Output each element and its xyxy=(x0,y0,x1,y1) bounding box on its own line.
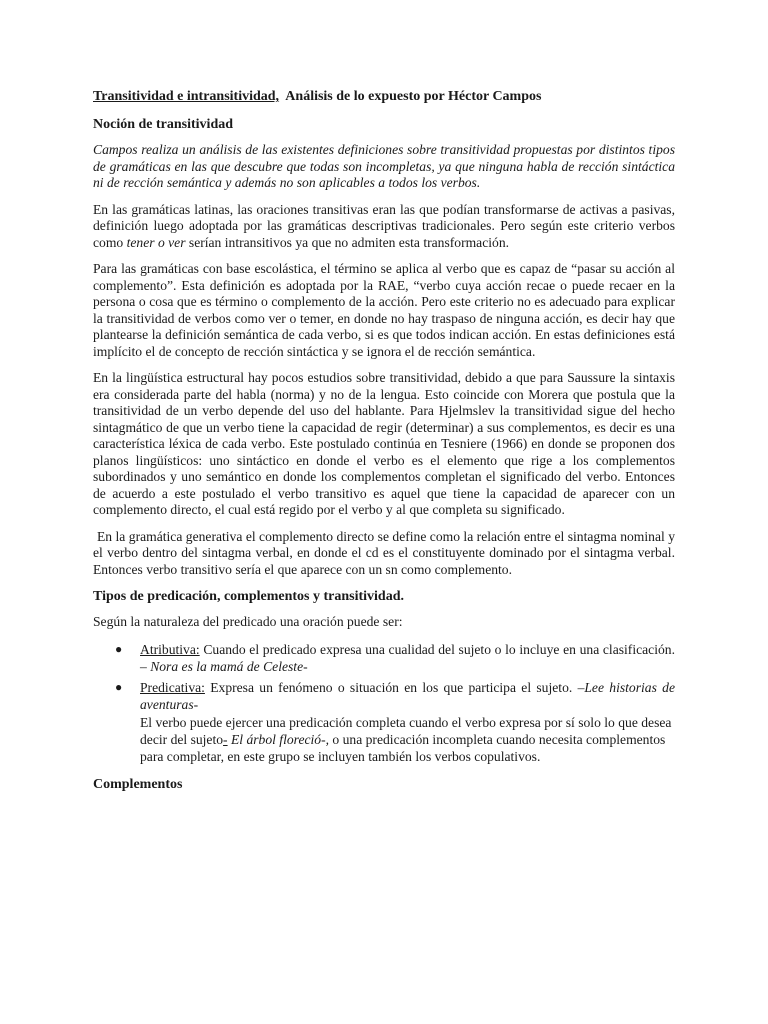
section-heading-complementos: Complementos xyxy=(93,776,183,792)
paragraph-generativa: En la gramática generativa el complemento directo se define como la relación entre el sintagma nominal y el verbo dentro del sintagma verbal, en donde el cd es el constituyente dominado por el sintagma verbal. Entonces verbo transitivo sería el que aparece con un sn como complemento. xyxy=(93,528,675,577)
term-atributiva: Atributiva: xyxy=(140,641,200,657)
section-heading-tipos-predicacion: Tipos de predicación, complementos y transitividad. xyxy=(93,589,405,604)
paragraph-italic-text: tener o ver xyxy=(126,234,186,250)
section-heading-transitividad: Noción de transitividad xyxy=(93,117,234,132)
paragraph-naturaleza-predicado: Según la naturaleza del predicado una oración puede ser: xyxy=(93,614,403,629)
predicativa-explanation xyxy=(140,714,675,765)
paragraph-text: serían intransitivos ya que no admiten esta transformación. xyxy=(185,234,510,250)
paragraph-escolastica: Para las gramáticas con base escolástica, el término se aplica al verbo que es capaz de “pasar su acción al complemento”. Esta definición es adoptada por la RAE, “verbo cuya acción recae o puede recaer en la persona o cosa que es término o complemento de la acción. Pero este criterio no es adecuado para explicar la transitividad de verbos como ver o temer, en donde no hay traspaso de ninguna acción, es decir hay que plantearse la definición semántica de cada verbo, si es que todos indican acción. En estas definiciones está implícito el de concepto de rección sintáctica y se ignora el de rección semántica. xyxy=(93,261,675,359)
sub-example: El árbol floreció-, xyxy=(227,731,330,747)
paragraph-estructural: En la lingüística estructural hay pocos estudios sobre transitividad, debido a que para Saussure la sintaxis era considerada parte del habla (norma) y no de la lengua. Esto coincide con Morera que postula que la transitividad de un verbo depende del uso del hablante. Para Hjelmslev la transitividad sigue del hecho sintagmático de que un verbo tiene la capacidad de regir (determinar) a sus complementos, es decir es una característica léxica de cada verbo. Este postulado continúa en Tesniere (1966) en donde se proponen dos planos lingüísticos: uno sintáctico en donde el verbo es el elemento que rige a los complementos subordinados y uno semántico en donde los complementos completan el significado del verbo. Entonces de acuerdo a este postulado el verbo transitivo es aquel que tiene la capacidad de aparecer con un complemento directo, el cual está regido por el verbo y al que completa su significado. xyxy=(93,370,675,517)
title-rest: Análisis de lo expuesto por Héctor Campos xyxy=(285,89,542,104)
item-example: – Nora es la mamá de Celeste- xyxy=(140,659,308,674)
bullet-icon: ● xyxy=(115,679,123,694)
term-predicativa: Predicativa: xyxy=(140,679,205,695)
list-item-predicativa xyxy=(93,679,675,765)
item-text: Cuando el predicado expresa una cualidad del sujeto o lo incluye en una clasificación. xyxy=(199,641,675,657)
sub-text: El verbo puede ejercer una predicación completa cuando el verbo expresa por sí solo lo que desea decir del sujeto xyxy=(140,714,672,747)
list-item-atributiva xyxy=(93,641,675,676)
predication-types-list xyxy=(93,641,675,765)
paragraph-gramaticas-latinas xyxy=(93,202,675,252)
paragraph-text: En las gramáticas latinas, las oraciones transitivas eran las que podían transformarse de activas a pasivas, definición luego adoptada por las gramáticas descriptivas tradicionales. Pero según este criterio verbos como xyxy=(93,201,675,250)
item-text: Expresa un fenómeno o situación en los que participa el sujeto. xyxy=(204,679,578,695)
sub-text: o una predicación incompleta cuando necesita complementos para completar, en este grupo se incluyen también los verbos copulativos. xyxy=(140,731,666,764)
paragraph-intro: Campos realiza un análisis de las existentes definiciones sobre transitividad propuestas por distintos tipos de gramáticas en las que descubre que todas son incompletas, ya que ninguna habla de rección sintáctica ni de rección semántica y además no son aplicables a todos los verbos. xyxy=(93,142,675,190)
title-main: Transitividad e intransitividad, xyxy=(93,89,280,104)
bullet-icon: ● xyxy=(115,641,123,656)
sub-dash: - xyxy=(223,731,228,747)
item-example: –Lee historias de aventuras- xyxy=(140,679,675,712)
document-title xyxy=(93,88,675,105)
